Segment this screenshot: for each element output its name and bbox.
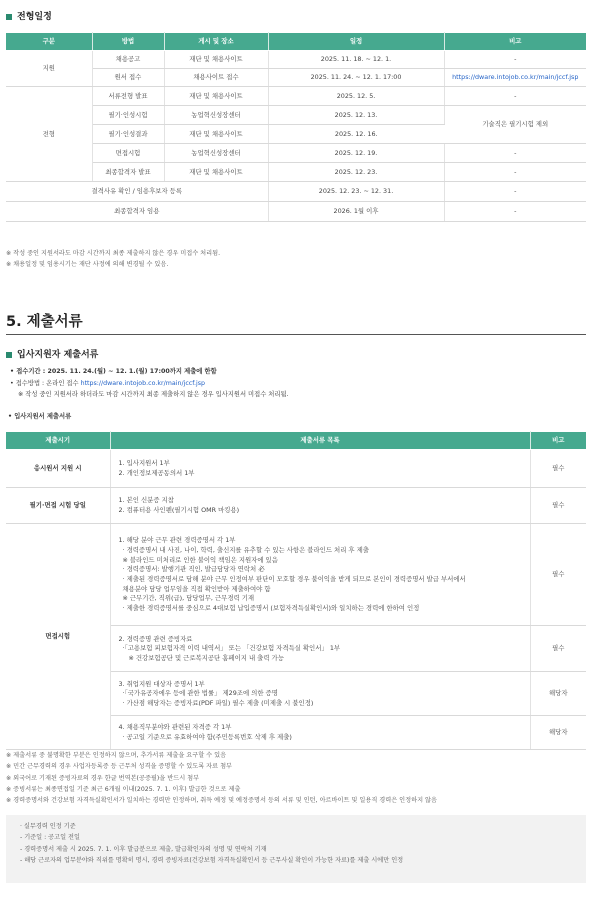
row-note: -	[444, 51, 586, 69]
bullet-square-icon	[6, 352, 12, 358]
row-date: 2025. 12. 23.	[268, 163, 444, 182]
row-place: 재단 및 채용사이트	[164, 87, 268, 106]
row-place: 채용사이트 접수	[164, 69, 268, 87]
row-date: 2025. 12. 16.	[268, 125, 444, 144]
docs-section-header	[6, 349, 98, 361]
method-link[interactable]: https://dware.intojob.co.kr/main/jccf.jsp	[80, 379, 206, 387]
row-date: 2025. 11. 24. ~ 12. 1. 17:00	[268, 69, 444, 87]
doc-item: 3. 취업지원 대상자 증명서 1부	[118, 679, 205, 688]
docs-notes	[6, 752, 437, 809]
row-date: 2025. 12. 19.	[268, 144, 444, 163]
row-note: -	[444, 87, 586, 106]
doc-item: 1. 해당 분야 근무 관련 경력증명서 각 1부	[118, 536, 236, 545]
table-row	[6, 144, 586, 163]
table-row	[6, 450, 586, 488]
schedule-header-row	[6, 33, 586, 51]
docs-interview-block4	[110, 716, 530, 750]
career-criteria-box	[6, 815, 586, 883]
doc-item: 2. 개인정보제공동의서 1부	[118, 469, 195, 477]
row-date: 2025. 11. 18. ~ 12. 1.	[268, 51, 444, 69]
row-place: 재단 및 채용사이트	[164, 125, 268, 144]
schedule-section-header	[6, 11, 52, 23]
header-when: 제출시기	[6, 432, 110, 450]
note-line: ※ 증빙서류는 최종면접일 기준 최근 6개월 이내(2025. 7. 1. 이후) 발급한 것으로 제출	[6, 786, 241, 794]
group-screening: 전형	[6, 87, 92, 182]
row-place: 농업혁신성장센터	[164, 106, 268, 125]
schedule-table	[6, 32, 586, 222]
doc-item: · 공고일 기준으로 유효하여야 함(주민등록번호 삭제 후 제출)	[122, 733, 292, 741]
doc-item: · 경력증명서: 발행기관 직인, 발급담당자 연락처 必	[122, 565, 265, 574]
bullet-square-icon	[6, 14, 12, 20]
section5-title: 5. 제출서류	[6, 314, 83, 330]
method-note: ※ 작성 중인 지원서라 하더라도 마감 시간까지 최종 제출하지 않은 경우 입사지원서 미접수 처리됨.	[18, 391, 289, 398]
header-docs: 제출서류 목록	[110, 432, 530, 450]
docs-exam	[110, 488, 530, 524]
table-row	[6, 202, 586, 222]
doc-item: ·「고용보험 피보험자격 이력 내역서」 또는 「건강보험 자격득실 확인서」 1부	[122, 644, 341, 653]
period-value: 2025. 11. 24.(월) ~ 12. 1.(월) 17:00까지 제출에 한함	[47, 368, 217, 375]
when-exam: 필기·면접 시험 당일	[6, 488, 110, 524]
header-note: 비고	[530, 432, 586, 450]
doc-item: 2. 경력증명 관련 증빙자료	[118, 634, 193, 643]
doc-item: 1. 본인 신분증 지참	[118, 496, 174, 505]
row-date: 2025. 12. 5.	[268, 87, 444, 106]
row-place: 재단 및 채용사이트	[164, 163, 268, 182]
docs-interview-block1	[110, 524, 530, 626]
header-category: 구분	[6, 33, 92, 51]
row-method: 채용공고	[92, 51, 164, 69]
row-place: 농업혁신성장센터	[164, 144, 268, 163]
header-method: 방법	[92, 33, 164, 51]
docs-interview-block2	[110, 626, 530, 672]
doc-item: ※ 근무기간, 직위(급), 담당업무, 근무경력 기재	[122, 594, 255, 603]
doc-item: ※ 건강보험공단 및 근로복지공단 홈페이지 내 출력 가능	[128, 653, 284, 662]
doc-item: 4. 채용직무분야와 관련된 자격증 각 1부	[118, 723, 232, 732]
note-interview-block3: 해당자	[530, 672, 586, 716]
doc-item: 채용분야 담당 업무임을 직접 확인받아 제출하여야 함	[122, 584, 271, 593]
when-interview: 면접시험	[6, 524, 110, 750]
note-exam: 필수	[530, 488, 586, 524]
row-method: 최종합격자 발표	[92, 163, 164, 182]
docs-table-label: • 입사지원서 제출서류	[8, 413, 72, 420]
note-interview-block1: 필수	[530, 524, 586, 626]
doc-item: · 제출한 경력증명서를 중심으로 4대보험 납입증명서 (보험자격득실확인서)와 일치하는 경력에 한하여 인정	[122, 603, 420, 612]
period-line	[10, 368, 289, 377]
header-date: 일정	[268, 33, 444, 51]
note-line: ※ 채용일정 및 임용시기는 재단 사정에 의해 변경될 수 있음.	[6, 261, 169, 269]
row-method: 필기·인성시험	[92, 106, 164, 125]
row-date: 2025. 12. 23. ~ 12. 31.	[268, 182, 444, 202]
docs-apply	[110, 450, 530, 488]
note-line: ※ 외국어로 기재된 증빙자료의 경우 한글 번역본(공증필)을 반드시 첨부	[6, 774, 200, 782]
row-date: 2025. 12. 13.	[268, 106, 444, 125]
note-interview-block4: 해당자	[530, 716, 586, 750]
table-row	[6, 488, 586, 524]
box-line: - 경력증명서 제출 시 2025. 7. 1. 이후 발급분으로 제출, 발급확인자의 성명 및 연락처 기재	[20, 845, 267, 853]
doc-item: 1. 입사지원서 1부	[118, 459, 170, 468]
header-note: 비고	[444, 33, 586, 51]
row-date: 2026. 1월 이후	[268, 202, 444, 222]
row-note: -	[444, 182, 586, 202]
table-row	[6, 182, 586, 202]
group-applicant: 지원	[6, 51, 92, 87]
schedule-title: 전형일정	[17, 12, 52, 22]
row-disqual-label: 결격사유 확인 / 임용후보자 등록	[6, 182, 268, 202]
row-method: 필기·인성결과	[92, 125, 164, 144]
table-row	[6, 163, 586, 182]
schedule-notes	[6, 250, 220, 273]
docs-subtitle: 입사지원자 제출서류	[17, 350, 99, 360]
merged-note: 기술직은 필기시험 제외	[444, 106, 586, 144]
doc-item: · 제출된 경력증명서로 담해 분야 근무 인정여부 판단이 모호할 경우 불이익을 받게 되므로 본인이 경력증명서 발급 부서에서	[122, 575, 466, 583]
period-label: • 접수기간 :	[10, 368, 48, 375]
row-note: -	[444, 163, 586, 182]
note-interview-block2: 필수	[530, 626, 586, 672]
submission-info	[10, 368, 289, 403]
row-appoint-label: 최종합격자 임용	[6, 202, 268, 222]
row-method: 면접시험	[92, 144, 164, 163]
row-place: 재단 및 채용사이트	[164, 51, 268, 69]
note-line: ※ 민간 근무경력의 경우 사업자등록증 등 근무처 성격을 증명할 수 있도록 자료 첨부	[6, 763, 233, 771]
section5-divider	[6, 334, 586, 335]
row-method: 서류전형 발표	[92, 87, 164, 106]
table-row	[6, 69, 586, 87]
method-label: • 접수방법 : 온라인 접수	[10, 379, 81, 387]
documents-table	[6, 431, 586, 750]
note-line: ※ 경력증명서와 건강보험 자격득실확인서가 일치하는 경력만 인정하며, 취득 예정 및 예정증명서 등의 서류 및 인턴, 아르바이트 및 일용직 경력은 인정하지 않음	[6, 797, 437, 805]
note-line: ※ 제출서류 중 불명확한 부분은 인정하지 않으며, 추가서류 제출을 요구할 수 있음	[6, 752, 227, 759]
table-row	[6, 524, 586, 626]
box-line: - 기준일 : 공고일 전일	[20, 834, 81, 842]
table-row	[6, 51, 586, 69]
table-row	[6, 106, 586, 125]
table-row	[6, 87, 586, 106]
doc-item: ·「국가유공자에우 등에 관한 법률」 제29조에 의한 증명	[122, 689, 278, 698]
when-apply: 응시원서 지원 시	[6, 450, 110, 488]
doc-item: 2. 컴퓨터용 사인펜(필기시험 OMR 마킹용)	[118, 506, 240, 514]
row-note: -	[444, 202, 586, 222]
box-line: - 해당 근로자의 업무분야와 직위를 명확히 명시, 경력 증빙자료(건강보험 자격득실확인서 등 근무사실 확인이 가능한 자료)를 제출 시에만 인정	[20, 857, 404, 865]
doc-item: · 가산점 해당자는 증빙자료(PDF 파일) 필수 제출 (미제출 시 불인정)	[122, 698, 314, 707]
header-place: 게시 및 장소	[164, 33, 268, 51]
application-link[interactable]: https://dware.intojob.co.kr/main/jccf.jsp	[444, 69, 586, 87]
docs-interview-block3	[110, 672, 530, 716]
method-line	[10, 380, 289, 389]
note-line: ※ 작성 중인 지원서라도 마감 시간까지 최종 제출하지 않은 경우 미접수 처리됨.	[6, 250, 221, 257]
doc-item: ※ 블라인드 미처리로 인한 불이익 책임은 지원자에 있음	[122, 555, 278, 564]
box-line: · 실무경력 인정 기준	[20, 823, 76, 830]
note-apply: 필수	[530, 450, 586, 488]
docs-header-row	[6, 432, 586, 450]
row-method: 원서 접수	[92, 69, 164, 87]
row-note: -	[444, 144, 586, 163]
doc-item: · 경력증명서 내 사진, 나이, 학력, 출신지를 유추할 수 있는 사항은 블라인드 처리 후 제출	[122, 546, 369, 555]
